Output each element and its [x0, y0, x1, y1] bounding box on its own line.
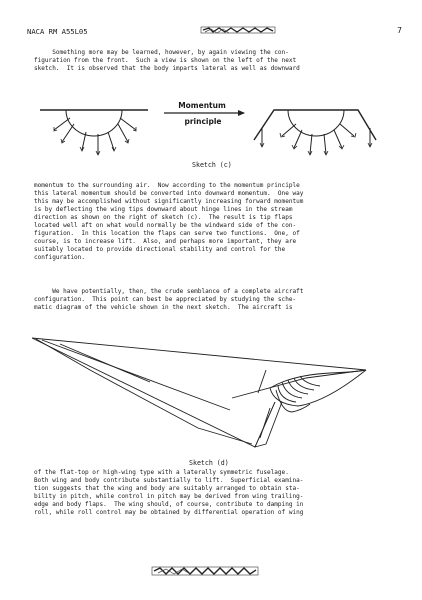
- sketch-c-right-view: [254, 110, 376, 155]
- sketch-d-aircraft-figure: [30, 318, 390, 456]
- page-number: 7: [397, 26, 402, 35]
- page-header: [27, 27, 402, 39]
- paragraph-flat-top-type: of the flat-top or high-wing type with a laterally symmetric fuselage. Both wing and body contribute substantially to lift. Superficial examina- tion suggests that the wing and body are suitably arranged to obtain sta- bility in pitch, while control in pitch may be derived from wing trailing- edge and body flaps. The wing should, of course, contribute to damping in roll, while roll control may be obtained by differential operation of wing: [34, 469, 304, 516]
- arrow-label-bottom: principle: [184, 117, 222, 126]
- sketch-c-caption: Sketch (c): [192, 161, 232, 169]
- aircraft-tip-flap: [255, 402, 282, 447]
- arrow-label-top: Momentum: [178, 101, 226, 110]
- paragraph-aircraft-configuration: We have potentially, then, the crude semblance of a complete aircraft configuration. This point can best be appreciated by studying the sche- matic diagram of the vehicle shown in the next sketch. The aircraft is: [34, 288, 304, 311]
- classification-stamp-graphic: [199, 24, 277, 36]
- report-number: NACA RM A55L05: [27, 27, 88, 36]
- paragraph-momentum-principle: momentum to the surrounding air. Now according to the momentum principle this lateral momentum should be converted into downward momentum. One way this may be accomplished without significantly increasing forward momentum is by deflecting the wing tips downward about hinge lines in the stream direction as shown on the right of sketch (c). The result is tip flaps located well aft on what would normally be the windward side of the con- figuration. In this location the flaps can serve two functions. One, of course, is to increase lift. Also, and perhaps more important, they are suitably located to provide directional stability and control for the configuration.: [34, 182, 304, 261]
- classification-stamp-bottom-graphic: [150, 564, 260, 578]
- aircraft-wing-planform: [32, 338, 366, 447]
- momentum-principle-arrow: [164, 101, 245, 126]
- sketch-c-figure: [40, 98, 380, 160]
- paragraph-front-view: Something more may be learned, however, by again viewing the con- figuration from the front. Such a view is shown on the left of the next sketch. It is observed that the body imparts lateral as well as downward: [34, 49, 300, 72]
- sketch-c-left-view: [40, 110, 148, 155]
- sketch-d-caption: Sketch (d): [189, 459, 229, 467]
